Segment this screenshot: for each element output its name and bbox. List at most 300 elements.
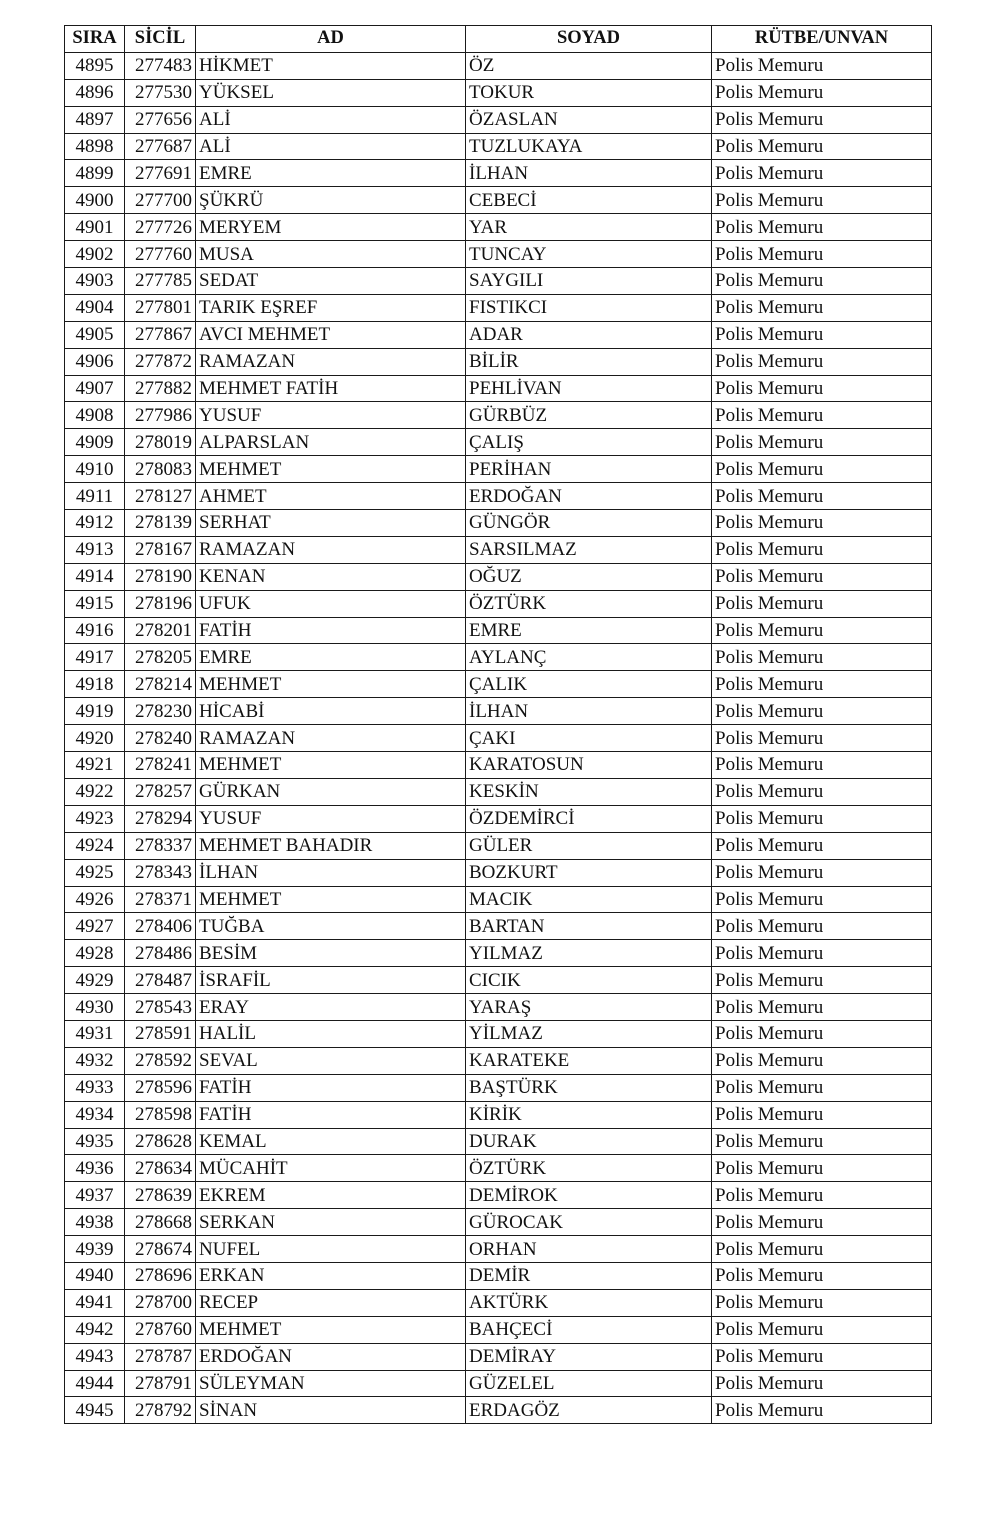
cell-rutbe-unvan: Polis Memuru bbox=[712, 805, 932, 832]
cell-sicil: 278241 bbox=[125, 752, 196, 779]
cell-soyad: ÖZTÜRK bbox=[466, 1155, 712, 1182]
cell-soyad: KESKİN bbox=[466, 778, 712, 805]
cell-sicil: 277656 bbox=[125, 106, 196, 133]
table-row bbox=[65, 1262, 932, 1289]
cell-soyad: KARATEKE bbox=[466, 1047, 712, 1074]
cell-soyad: DEMİROK bbox=[466, 1182, 712, 1209]
cell-rutbe-unvan: Polis Memuru bbox=[712, 832, 932, 859]
table-row bbox=[65, 1343, 932, 1370]
cell-sicil: 278696 bbox=[125, 1262, 196, 1289]
cell-sicil: 277691 bbox=[125, 160, 196, 187]
cell-sicil: 278167 bbox=[125, 536, 196, 563]
cell-sicil: 277760 bbox=[125, 241, 196, 268]
cell-ad: İLHAN bbox=[196, 859, 466, 886]
cell-sicil: 278543 bbox=[125, 994, 196, 1021]
cell-sicil: 278700 bbox=[125, 1289, 196, 1316]
cell-rutbe-unvan: Polis Memuru bbox=[712, 725, 932, 752]
cell-soyad: ÇALIŞ bbox=[466, 429, 712, 456]
cell-sicil: 278639 bbox=[125, 1182, 196, 1209]
cell-rutbe-unvan: Polis Memuru bbox=[712, 1370, 932, 1397]
cell-ad: SEDAT bbox=[196, 268, 466, 295]
cell-sira: 4925 bbox=[65, 859, 125, 886]
cell-ad: ALİ bbox=[196, 133, 466, 160]
cell-ad: BESİM bbox=[196, 940, 466, 967]
table-row bbox=[65, 133, 932, 160]
cell-ad: KEMAL bbox=[196, 1128, 466, 1155]
cell-soyad: TUNCAY bbox=[466, 241, 712, 268]
table-row bbox=[65, 429, 932, 456]
cell-sicil: 278596 bbox=[125, 1074, 196, 1101]
cell-rutbe-unvan: Polis Memuru bbox=[712, 133, 932, 160]
cell-ad: SERHAT bbox=[196, 510, 466, 537]
cell-soyad: BİLİR bbox=[466, 348, 712, 375]
table-row bbox=[65, 644, 932, 671]
cell-sicil: 278196 bbox=[125, 590, 196, 617]
cell-sira: 4940 bbox=[65, 1262, 125, 1289]
cell-soyad: CEBECİ bbox=[466, 187, 712, 214]
cell-ad: YÜKSEL bbox=[196, 79, 466, 106]
cell-sicil: 278337 bbox=[125, 832, 196, 859]
cell-soyad: SARSILMAZ bbox=[466, 536, 712, 563]
cell-sicil: 277700 bbox=[125, 187, 196, 214]
cell-ad: MERYEM bbox=[196, 214, 466, 241]
cell-sira: 4926 bbox=[65, 886, 125, 913]
cell-ad: MEHMET BAHADIR bbox=[196, 832, 466, 859]
cell-rutbe-unvan: Polis Memuru bbox=[712, 294, 932, 321]
cell-ad: GÜRKAN bbox=[196, 778, 466, 805]
cell-sira: 4906 bbox=[65, 348, 125, 375]
cell-soyad: PEHLİVAN bbox=[466, 375, 712, 402]
table-row bbox=[65, 805, 932, 832]
cell-sicil: 278371 bbox=[125, 886, 196, 913]
cell-soyad: ORHAN bbox=[466, 1236, 712, 1263]
cell-rutbe-unvan: Polis Memuru bbox=[712, 375, 932, 402]
cell-soyad: GÜNGÖR bbox=[466, 510, 712, 537]
table-row bbox=[65, 187, 932, 214]
cell-sira: 4910 bbox=[65, 456, 125, 483]
cell-rutbe-unvan: Polis Memuru bbox=[712, 1155, 932, 1182]
cell-soyad: SAYGILI bbox=[466, 268, 712, 295]
cell-ad: RECEP bbox=[196, 1289, 466, 1316]
cell-sira: 4896 bbox=[65, 79, 125, 106]
cell-soyad: TUZLUKAYA bbox=[466, 133, 712, 160]
cell-soyad: DURAK bbox=[466, 1128, 712, 1155]
cell-ad: ERDOĞAN bbox=[196, 1343, 466, 1370]
cell-sira: 4901 bbox=[65, 214, 125, 241]
cell-sicil: 278127 bbox=[125, 483, 196, 510]
cell-ad: TARIK EŞREF bbox=[196, 294, 466, 321]
cell-rutbe-unvan: Polis Memuru bbox=[712, 510, 932, 537]
cell-sicil: 278406 bbox=[125, 913, 196, 940]
cell-sicil: 278674 bbox=[125, 1236, 196, 1263]
cell-sira: 4938 bbox=[65, 1209, 125, 1236]
cell-soyad: ADAR bbox=[466, 321, 712, 348]
table-row bbox=[65, 294, 932, 321]
cell-ad: ALPARSLAN bbox=[196, 429, 466, 456]
table-row bbox=[65, 752, 932, 779]
cell-sira: 4907 bbox=[65, 375, 125, 402]
cell-ad: EMRE bbox=[196, 160, 466, 187]
cell-rutbe-unvan: Polis Memuru bbox=[712, 617, 932, 644]
table-row bbox=[65, 214, 932, 241]
table-row bbox=[65, 1155, 932, 1182]
cell-soyad: YAR bbox=[466, 214, 712, 241]
cell-soyad: GÜLER bbox=[466, 832, 712, 859]
cell-soyad: GÜRBÜZ bbox=[466, 402, 712, 429]
cell-soyad: YİLMAZ bbox=[466, 1020, 712, 1047]
cell-sira: 4905 bbox=[65, 321, 125, 348]
cell-rutbe-unvan: Polis Memuru bbox=[712, 348, 932, 375]
cell-sira: 4939 bbox=[65, 1236, 125, 1263]
cell-rutbe-unvan: Polis Memuru bbox=[712, 590, 932, 617]
cell-soyad: İLHAN bbox=[466, 160, 712, 187]
cell-sira: 4935 bbox=[65, 1128, 125, 1155]
cell-rutbe-unvan: Polis Memuru bbox=[712, 886, 932, 913]
cell-rutbe-unvan: Polis Memuru bbox=[712, 241, 932, 268]
cell-sira: 4912 bbox=[65, 510, 125, 537]
cell-sira: 4904 bbox=[65, 294, 125, 321]
cell-ad: TUĞBA bbox=[196, 913, 466, 940]
cell-ad: FATİH bbox=[196, 617, 466, 644]
cell-rutbe-unvan: Polis Memuru bbox=[712, 160, 932, 187]
cell-ad: MEHMET FATİH bbox=[196, 375, 466, 402]
cell-sira: 4927 bbox=[65, 913, 125, 940]
cell-ad: UFUK bbox=[196, 590, 466, 617]
cell-rutbe-unvan: Polis Memuru bbox=[712, 1209, 932, 1236]
cell-ad: MUSA bbox=[196, 241, 466, 268]
cell-sira: 4920 bbox=[65, 725, 125, 752]
table-row bbox=[65, 483, 932, 510]
table-row bbox=[65, 590, 932, 617]
cell-ad: MEHMET bbox=[196, 886, 466, 913]
cell-ad: HALİL bbox=[196, 1020, 466, 1047]
cell-sicil: 277530 bbox=[125, 79, 196, 106]
cell-rutbe-unvan: Polis Memuru bbox=[712, 752, 932, 779]
cell-soyad: BARTAN bbox=[466, 913, 712, 940]
cell-rutbe-unvan: Polis Memuru bbox=[712, 913, 932, 940]
cell-sicil: 278019 bbox=[125, 429, 196, 456]
cell-sicil: 278591 bbox=[125, 1020, 196, 1047]
cell-sicil: 278139 bbox=[125, 510, 196, 537]
cell-sicil: 278230 bbox=[125, 698, 196, 725]
cell-ad: RAMAZAN bbox=[196, 536, 466, 563]
cell-sicil: 278257 bbox=[125, 778, 196, 805]
cell-soyad: GÜROCAK bbox=[466, 1209, 712, 1236]
cell-sicil: 277687 bbox=[125, 133, 196, 160]
cell-rutbe-unvan: Polis Memuru bbox=[712, 214, 932, 241]
cell-ad: EKREM bbox=[196, 1182, 466, 1209]
cell-ad: SERKAN bbox=[196, 1209, 466, 1236]
cell-soyad: YARAŞ bbox=[466, 994, 712, 1021]
cell-sira: 4921 bbox=[65, 752, 125, 779]
cell-ad: MEHMET bbox=[196, 1316, 466, 1343]
cell-rutbe-unvan: Polis Memuru bbox=[712, 483, 932, 510]
cell-sira: 4895 bbox=[65, 52, 125, 79]
cell-rutbe-unvan: Polis Memuru bbox=[712, 321, 932, 348]
table-row bbox=[65, 1182, 932, 1209]
cell-soyad: PERİHAN bbox=[466, 456, 712, 483]
cell-rutbe-unvan: Polis Memuru bbox=[712, 1236, 932, 1263]
table-row bbox=[65, 1397, 932, 1424]
cell-rutbe-unvan: Polis Memuru bbox=[712, 1343, 932, 1370]
cell-sira: 4902 bbox=[65, 241, 125, 268]
table-row bbox=[65, 79, 932, 106]
cell-ad: YUSUF bbox=[196, 402, 466, 429]
cell-soyad: TOKUR bbox=[466, 79, 712, 106]
cell-sira: 4916 bbox=[65, 617, 125, 644]
cell-soyad: YILMAZ bbox=[466, 940, 712, 967]
cell-ad: SEVAL bbox=[196, 1047, 466, 1074]
cell-ad: NUFEL bbox=[196, 1236, 466, 1263]
cell-sira: 4931 bbox=[65, 1020, 125, 1047]
cell-ad: HİCABİ bbox=[196, 698, 466, 725]
cell-rutbe-unvan: Polis Memuru bbox=[712, 429, 932, 456]
cell-soyad: DEMİRAY bbox=[466, 1343, 712, 1370]
cell-rutbe-unvan: Polis Memuru bbox=[712, 994, 932, 1021]
cell-sicil: 277785 bbox=[125, 268, 196, 295]
cell-soyad: İLHAN bbox=[466, 698, 712, 725]
cell-ad: RAMAZAN bbox=[196, 725, 466, 752]
cell-rutbe-unvan: Polis Memuru bbox=[712, 1289, 932, 1316]
table-row bbox=[65, 456, 932, 483]
cell-sicil: 277867 bbox=[125, 321, 196, 348]
cell-sira: 4945 bbox=[65, 1397, 125, 1424]
cell-sicil: 278294 bbox=[125, 805, 196, 832]
cell-ad: ERAY bbox=[196, 994, 466, 1021]
cell-ad: HİKMET bbox=[196, 52, 466, 79]
cell-sicil: 278205 bbox=[125, 644, 196, 671]
cell-sira: 4929 bbox=[65, 967, 125, 994]
table-row bbox=[65, 1047, 932, 1074]
cell-rutbe-unvan: Polis Memuru bbox=[712, 1101, 932, 1128]
table-body bbox=[65, 52, 932, 1423]
table-row bbox=[65, 967, 932, 994]
cell-ad: ALİ bbox=[196, 106, 466, 133]
table-row bbox=[65, 510, 932, 537]
cell-ad: AVCI MEHMET bbox=[196, 321, 466, 348]
table-row bbox=[65, 1236, 932, 1263]
cell-sira: 4898 bbox=[65, 133, 125, 160]
table-row bbox=[65, 106, 932, 133]
cell-rutbe-unvan: Polis Memuru bbox=[712, 859, 932, 886]
table-row bbox=[65, 886, 932, 913]
cell-sira: 4922 bbox=[65, 778, 125, 805]
cell-ad: YUSUF bbox=[196, 805, 466, 832]
cell-ad: MÜCAHİT bbox=[196, 1155, 466, 1182]
cell-ad: EMRE bbox=[196, 644, 466, 671]
cell-sira: 4923 bbox=[65, 805, 125, 832]
cell-sira: 4900 bbox=[65, 187, 125, 214]
cell-sicil: 278668 bbox=[125, 1209, 196, 1236]
header-sira: SIRA bbox=[65, 26, 125, 53]
cell-sira: 4899 bbox=[65, 160, 125, 187]
cell-sicil: 278787 bbox=[125, 1343, 196, 1370]
table-row bbox=[65, 940, 932, 967]
cell-sira: 4932 bbox=[65, 1047, 125, 1074]
table-header-row bbox=[65, 26, 932, 53]
cell-sicil: 278190 bbox=[125, 563, 196, 590]
cell-soyad: GÜZELEL bbox=[466, 1370, 712, 1397]
table-row bbox=[65, 536, 932, 563]
table-row bbox=[65, 1370, 932, 1397]
cell-sicil: 278791 bbox=[125, 1370, 196, 1397]
cell-sira: 4924 bbox=[65, 832, 125, 859]
cell-rutbe-unvan: Polis Memuru bbox=[712, 187, 932, 214]
cell-sira: 4928 bbox=[65, 940, 125, 967]
cell-sira: 4913 bbox=[65, 536, 125, 563]
cell-sira: 4944 bbox=[65, 1370, 125, 1397]
cell-sicil: 278083 bbox=[125, 456, 196, 483]
table-row bbox=[65, 375, 932, 402]
cell-sira: 4908 bbox=[65, 402, 125, 429]
cell-sicil: 277801 bbox=[125, 294, 196, 321]
table-row bbox=[65, 859, 932, 886]
cell-sicil: 278760 bbox=[125, 1316, 196, 1343]
table-row bbox=[65, 725, 932, 752]
cell-rutbe-unvan: Polis Memuru bbox=[712, 698, 932, 725]
cell-soyad: EMRE bbox=[466, 617, 712, 644]
cell-sira: 4933 bbox=[65, 1074, 125, 1101]
cell-sicil: 278628 bbox=[125, 1128, 196, 1155]
cell-soyad: CICIK bbox=[466, 967, 712, 994]
personnel-table bbox=[64, 25, 932, 1424]
cell-sira: 4903 bbox=[65, 268, 125, 295]
table-row bbox=[65, 1128, 932, 1155]
cell-soyad: KARATOSUN bbox=[466, 752, 712, 779]
cell-ad: ŞÜKRÜ bbox=[196, 187, 466, 214]
cell-ad: FATİH bbox=[196, 1101, 466, 1128]
cell-sira: 4909 bbox=[65, 429, 125, 456]
cell-rutbe-unvan: Polis Memuru bbox=[712, 644, 932, 671]
cell-soyad: ÖZDEMİRCİ bbox=[466, 805, 712, 832]
cell-soyad: AKTÜRK bbox=[466, 1289, 712, 1316]
cell-ad: MEHMET bbox=[196, 456, 466, 483]
cell-rutbe-unvan: Polis Memuru bbox=[712, 671, 932, 698]
cell-sira: 4941 bbox=[65, 1289, 125, 1316]
cell-sira: 4915 bbox=[65, 590, 125, 617]
table-row bbox=[65, 160, 932, 187]
cell-sicil: 277882 bbox=[125, 375, 196, 402]
table-row bbox=[65, 268, 932, 295]
cell-sicil: 278240 bbox=[125, 725, 196, 752]
cell-sira: 4914 bbox=[65, 563, 125, 590]
cell-sicil: 278343 bbox=[125, 859, 196, 886]
cell-sira: 4911 bbox=[65, 483, 125, 510]
cell-rutbe-unvan: Polis Memuru bbox=[712, 79, 932, 106]
cell-rutbe-unvan: Polis Memuru bbox=[712, 1262, 932, 1289]
cell-sira: 4942 bbox=[65, 1316, 125, 1343]
table-row bbox=[65, 402, 932, 429]
cell-sicil: 278634 bbox=[125, 1155, 196, 1182]
table-row bbox=[65, 348, 932, 375]
cell-rutbe-unvan: Polis Memuru bbox=[712, 106, 932, 133]
cell-rutbe-unvan: Polis Memuru bbox=[712, 1316, 932, 1343]
cell-sicil: 278598 bbox=[125, 1101, 196, 1128]
cell-soyad: BOZKURT bbox=[466, 859, 712, 886]
cell-rutbe-unvan: Polis Memuru bbox=[712, 1182, 932, 1209]
cell-soyad: ÇALIK bbox=[466, 671, 712, 698]
cell-soyad: ÇAKI bbox=[466, 725, 712, 752]
cell-rutbe-unvan: Polis Memuru bbox=[712, 967, 932, 994]
table-row bbox=[65, 671, 932, 698]
cell-soyad: FISTIKCI bbox=[466, 294, 712, 321]
cell-soyad: MACIK bbox=[466, 886, 712, 913]
cell-sira: 4918 bbox=[65, 671, 125, 698]
cell-rutbe-unvan: Polis Memuru bbox=[712, 1074, 932, 1101]
cell-sira: 4897 bbox=[65, 106, 125, 133]
table-row bbox=[65, 241, 932, 268]
cell-ad: MEHMET bbox=[196, 671, 466, 698]
cell-soyad: OĞUZ bbox=[466, 563, 712, 590]
table-row bbox=[65, 617, 932, 644]
cell-rutbe-unvan: Polis Memuru bbox=[712, 1020, 932, 1047]
table-row bbox=[65, 913, 932, 940]
cell-sira: 4917 bbox=[65, 644, 125, 671]
cell-rutbe-unvan: Polis Memuru bbox=[712, 1128, 932, 1155]
cell-ad: SİNAN bbox=[196, 1397, 466, 1424]
cell-rutbe-unvan: Polis Memuru bbox=[712, 1397, 932, 1424]
cell-ad: RAMAZAN bbox=[196, 348, 466, 375]
table-row bbox=[65, 698, 932, 725]
table-row bbox=[65, 778, 932, 805]
cell-soyad: ÖZASLAN bbox=[466, 106, 712, 133]
table-row bbox=[65, 563, 932, 590]
cell-soyad: BAŞTÜRK bbox=[466, 1074, 712, 1101]
cell-rutbe-unvan: Polis Memuru bbox=[712, 563, 932, 590]
table-row bbox=[65, 1101, 932, 1128]
header-sicil: SİCİL bbox=[125, 26, 196, 53]
cell-ad: KENAN bbox=[196, 563, 466, 590]
cell-ad: SÜLEYMAN bbox=[196, 1370, 466, 1397]
cell-soyad: ÖZ bbox=[466, 52, 712, 79]
cell-soyad: ERDAGÖZ bbox=[466, 1397, 712, 1424]
cell-soyad: ERDOĞAN bbox=[466, 483, 712, 510]
cell-ad: MEHMET bbox=[196, 752, 466, 779]
cell-sira: 4936 bbox=[65, 1155, 125, 1182]
header-rutbe-unvan: RÜTBE/UNVAN bbox=[712, 26, 932, 53]
cell-ad: İSRAFİL bbox=[196, 967, 466, 994]
cell-sicil: 277726 bbox=[125, 214, 196, 241]
table-row bbox=[65, 1316, 932, 1343]
cell-ad: ERKAN bbox=[196, 1262, 466, 1289]
table-row bbox=[65, 1209, 932, 1236]
cell-sicil: 277483 bbox=[125, 52, 196, 79]
header-soyad: SOYAD bbox=[466, 26, 712, 53]
cell-rutbe-unvan: Polis Memuru bbox=[712, 402, 932, 429]
cell-rutbe-unvan: Polis Memuru bbox=[712, 536, 932, 563]
cell-sira: 4930 bbox=[65, 994, 125, 1021]
table-row bbox=[65, 1074, 932, 1101]
cell-sicil: 278486 bbox=[125, 940, 196, 967]
table-row bbox=[65, 832, 932, 859]
cell-soyad: DEMİR bbox=[466, 1262, 712, 1289]
cell-soyad: KİRİK bbox=[466, 1101, 712, 1128]
table-row bbox=[65, 1289, 932, 1316]
cell-rutbe-unvan: Polis Memuru bbox=[712, 52, 932, 79]
cell-sicil: 278487 bbox=[125, 967, 196, 994]
cell-rutbe-unvan: Polis Memuru bbox=[712, 778, 932, 805]
cell-sicil: 278592 bbox=[125, 1047, 196, 1074]
header-ad: AD bbox=[196, 26, 466, 53]
cell-ad: FATİH bbox=[196, 1074, 466, 1101]
cell-sira: 4943 bbox=[65, 1343, 125, 1370]
cell-sira: 4934 bbox=[65, 1101, 125, 1128]
cell-sira: 4919 bbox=[65, 698, 125, 725]
table-row bbox=[65, 1020, 932, 1047]
cell-soyad: AYLANÇ bbox=[466, 644, 712, 671]
cell-sira: 4937 bbox=[65, 1182, 125, 1209]
cell-ad: AHMET bbox=[196, 483, 466, 510]
